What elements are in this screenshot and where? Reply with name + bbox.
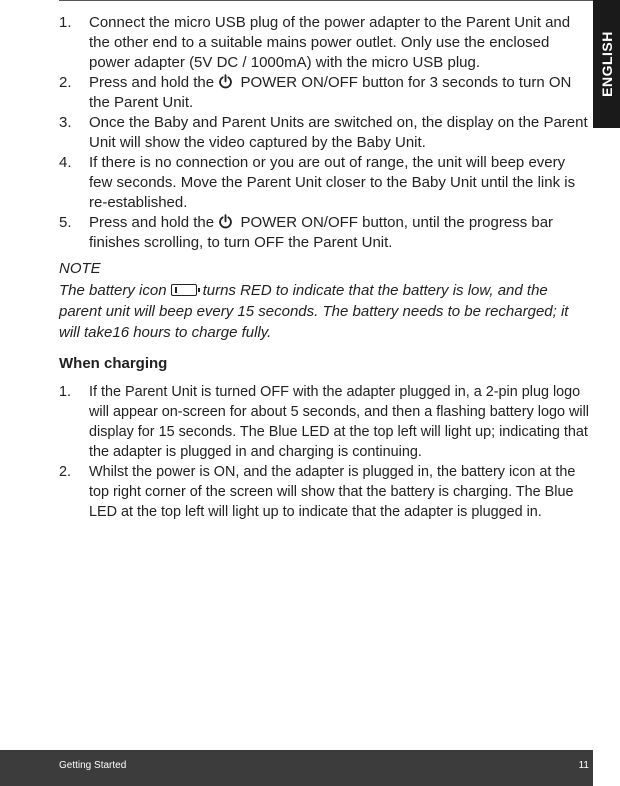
language-tab-label: ENGLISH <box>598 31 615 97</box>
item-text-before: Press and hold the <box>89 214 215 231</box>
page-content <box>59 10 591 522</box>
language-tab <box>593 0 620 128</box>
item-text-before: Press and hold the <box>89 74 215 91</box>
item-number: 1. <box>59 384 72 400</box>
item-text-after: POWER ON/OFF button, until the progress bar finishes scrolling, to turn OFF the Parent Unit. <box>89 214 554 251</box>
item-text: Once the Baby and Parent Units are switched on, the display on the Parent Unit will show the video captured by the Baby Unit. <box>89 114 588 151</box>
list-item <box>59 382 591 462</box>
note-text <box>59 280 591 343</box>
note-text-before: The battery icon <box>59 282 167 299</box>
list-item <box>59 213 591 253</box>
power-icon <box>218 214 233 229</box>
battery-icon <box>171 284 197 296</box>
charging-list <box>59 382 591 522</box>
section-heading: When charging <box>59 355 168 372</box>
note-text-after: turns RED to indicate that the battery is low, and the parent unit will beep every 15 seconds. The battery needs to be recharged; it will take16 hours to charge fully. <box>59 282 569 341</box>
item-text-after: POWER ON/OFF button for 3 seconds to turn ON the Parent Unit. <box>89 74 572 111</box>
item-text: If there is no connection or you are out of range, the unit will beep every few seconds. Move the Parent Unit closer to the Baby Unit until the link is re-established. <box>89 154 576 211</box>
list-item <box>59 153 591 213</box>
page-footer <box>0 750 593 786</box>
footer-section-title: Getting Started <box>59 760 127 771</box>
item-number: 5. <box>59 214 72 231</box>
item-number: 2. <box>59 464 72 480</box>
item-number: 4. <box>59 154 72 171</box>
page-number: 11 <box>578 760 589 771</box>
item-number: 2. <box>59 74 72 91</box>
setup-steps-list <box>59 13 591 253</box>
item-number: 1. <box>59 14 72 31</box>
list-item <box>59 73 591 113</box>
item-text: Connect the micro USB plug of the power adapter to the Parent Unit and the other end to a suitable mains power outlet. Only use the enclosed power adapter (5V DC / 1000mA) with the micro USB plug. <box>89 14 571 71</box>
item-number: 3. <box>59 114 72 131</box>
top-rule <box>59 0 593 1</box>
item-text: If the Parent Unit is turned OFF with the adapter plugged in, a 2-pin plug logo will appear on-screen for about 5 seconds, and then a flashing battery logo will display for 15 seconds. The Blue LED at the top left will light up; indicating that the adapter is plugged in and charging is continuing. <box>89 384 589 460</box>
list-item <box>59 462 591 522</box>
list-item <box>59 13 591 73</box>
power-icon <box>218 74 233 89</box>
note-label: NOTE <box>59 260 101 277</box>
item-text: Whilst the power is ON, and the adapter is plugged in, the battery icon at the top right corner of the screen will show that the battery is charging. The Blue LED at the top left will light up to indicate that the adapter is plugged in. <box>89 464 576 520</box>
list-item <box>59 113 591 153</box>
